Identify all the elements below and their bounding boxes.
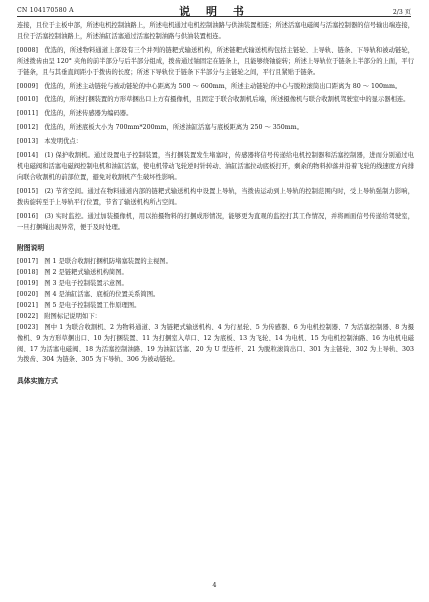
paragraph: [0014] (1) 保护收割机。通过设置电子控制装置，当打捆装置发生堵塞时，传感器将信号传递给电机控制器和活塞控制器，进而分别通过电机电磁阀和活塞电磁阀控制电机和油缸活塞，使电机带动飞轮逆时针转动、油缸活塞拉动底板打开，剩余的物料掉落并沿着飞轮的线速度方向排向联合收割机的前部位置，避免对收割机产生破坏性影响。 xyxy=(17,152,414,181)
paragraph: 连接，且位于主板中部，所述电机控制油路上，所述电机通过电机控制油路与供油装置相连；所述活塞电磁阀与活塞控制器的信号输出端连接，且位于活塞控制油路上，所述油缸活塞通过活塞控制油路与供油装置相连。 xyxy=(17,22,414,40)
paragraph: [0011] 优选的，所述传感器为编码器。 xyxy=(17,110,133,118)
paragraph: [0009] 优选的，所述主动链轮与被动链轮的中心距离为 500 ～ 600mm，所述主动链轮的中心与脱粒滚筒出口距离为 80 ～ 100mm。 xyxy=(17,82,402,90)
paragraph: [0016] (3) 实时监控。通过加装摄像机，用以拍摄物料的打捆成形情况，能够更为直观的监控打其工作情况，并将画面信号传递给驾驶室，一旦打捆绳出现异常，便于及时处理。 xyxy=(17,212,414,231)
figure-item: [0017] 图 1 是联合收割打捆机防堵塞装置的主视图。 xyxy=(17,258,172,266)
figure-item: [0020] 图 4 是油缸活塞、底板的位置关系简图。 xyxy=(17,291,160,299)
figure-item: [0018] 图 2 是链耙式输送机构简图。 xyxy=(17,269,128,277)
paragraph: [0012] 优选的，所述底板大小为 700mm*200mm，所述油缸活塞与底板距离为 250 ～ 350mm。 xyxy=(17,124,304,132)
header-rule xyxy=(17,16,411,17)
paragraph: [0010] 优选的，所述打捆装置的方形草捆出口上方有摄像机，且固定于联合收割机后端，所述摄像机与联合收割机驾驶室中的显示器相连。 xyxy=(17,96,410,104)
section-heading-embodiment: 具体实施方式 xyxy=(17,377,58,386)
figure-item: [0022] 附图标记说明如下： xyxy=(17,312,101,320)
paragraph: [0015] (2) 节省空间。通过在物料通道内部的链耙式输送机构中设置上导轨，当拨齿运动到上导轨的控制范围内时，受上导轨强制力影响，拨齿旋转至于上导轨平行位置，节省了输送机构所占空间。 xyxy=(17,187,414,206)
header-doc-number: CN 104170580 A xyxy=(17,7,74,14)
header-title: 说 明 书 xyxy=(179,5,250,18)
page-number: 4 xyxy=(212,581,217,589)
paragraph: [0013] 本发明优点： xyxy=(17,138,83,146)
header-page: 2/3 页 xyxy=(392,9,411,16)
figure-item: [0023] 图中 1 为联合收割机、2 为物料通道、3 为链耙式输送机构、4 为行星轮、5 为传感器、6 为电机控制器、7 为活塞控制器、8 为摄像机、9 为方形草捆出口、10 为打捆装置、11 为打捆室入草口、12 为底板、13 为飞轮、14 为电机、15 为电机控制油路、16 为电机电磁阀、17 为活塞电磁阀、18 为活塞控制油路、19 为油缸活塞、20 为 U 型连杆、21 为脱粒滚筒出口、301 为主链轮、302 为上导轨、303 为拨齿、304 为链条、305 为下导轨、306 为被动链轮。 xyxy=(17,323,414,364)
figure-item: [0021] 图 5 是电子控制装置工作原理图。 xyxy=(17,301,141,309)
document-body xyxy=(17,21,414,390)
figure-item: [0019] 图 3 是电子控制装置示意图。 xyxy=(17,280,128,288)
paragraph: [0008] 优选的，所述物料通道上部设有三个并列的链耙式输送机构，所述链耙式输送机构包括主链轮、上导轨、链条、下导轨和被动链轮，所述拨齿由呈 120° 夹角的前半部分与后半部分组成，拨齿通过铀固定在链条上，且能够绕铀旋转；所述上导轨位于链条上半部分的上面，平行于链条，且与其垂直间距小于拨齿的长度；所述下导轨位于链条下半部分与主链轮之间，平行且紧贴于链条。 xyxy=(17,46,414,76)
section-heading-figures: 附图说明 xyxy=(17,244,45,253)
